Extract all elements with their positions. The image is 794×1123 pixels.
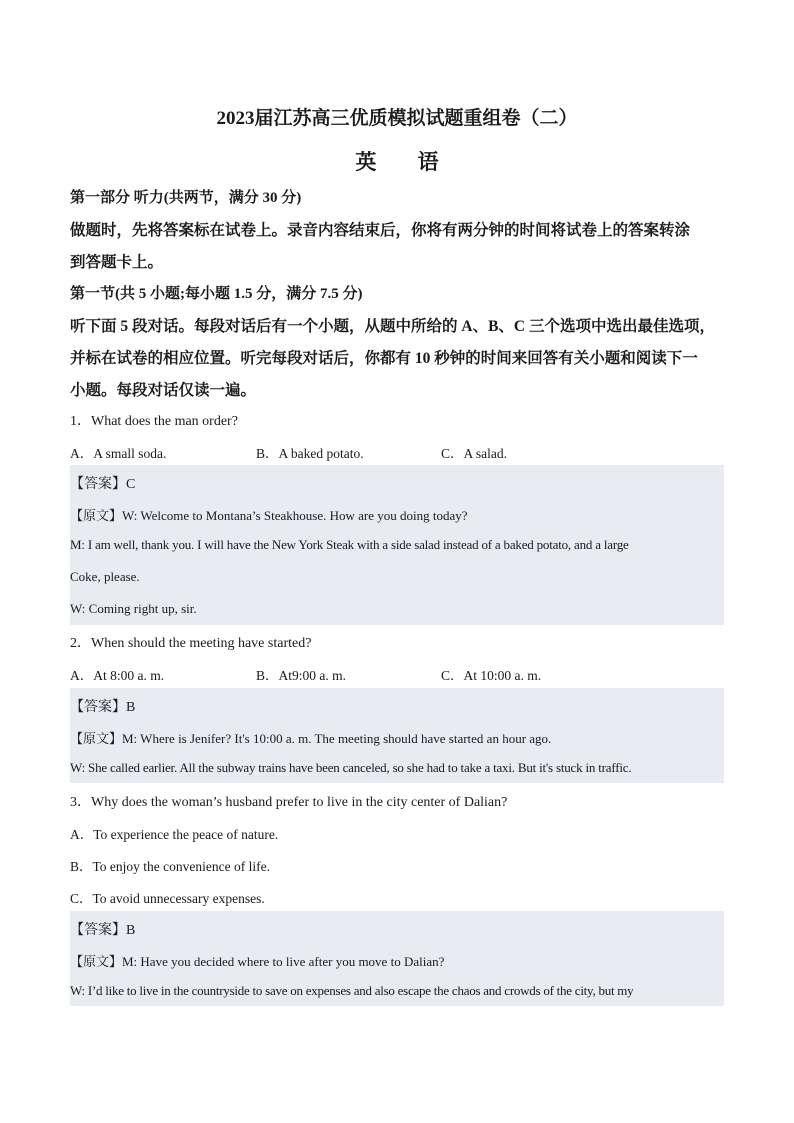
question-stem: 3．Why does the woman’s husband prefer to live in the city center of Dalian? — [70, 795, 508, 810]
instruction-line: 小题。每段对话仅读一遍。 — [70, 382, 257, 399]
answer-label: 【答案】C — [70, 477, 136, 492]
option-c: C．A salad. — [441, 446, 507, 461]
option-a: A．To experience the peace of nature. — [70, 827, 279, 842]
section-heading: 第一节(共 5 小题;每小题 1.5 分，满分 7.5 分) — [70, 286, 363, 302]
question-stem: 2．When should the meeting have started? — [70, 636, 312, 651]
transcript-line: 【原文】M: Have you decided where to live after you move to Dalian? — [70, 954, 445, 969]
option-b: B．To enjoy the convenience of life. — [70, 859, 270, 874]
option-a: A．A small soda. — [70, 446, 167, 461]
option-b: B．A baked potato. — [256, 446, 364, 461]
instruction-line: 并标在试卷的相应位置。听完每段对话后，你都有 10 秒钟的时间来回答有关小题和阅读下一 — [70, 350, 698, 367]
option-c: C．To avoid unnecessary expenses. — [70, 891, 265, 906]
transcript-line: W: She called earlier. All the subway trains have been canceled, so she had to take a taxi. But it's stuck in traffic. — [70, 760, 632, 775]
instruction-line: 到答题卡上。 — [70, 254, 164, 271]
option-c: C．At 10:00 a. m. — [441, 668, 542, 683]
instruction-line: 做题时，先将答案标在试卷上。录音内容结束后，你将有两分钟的时间将试卷上的答案转涂 — [70, 222, 691, 239]
answer-label: 【答案】B — [70, 923, 136, 938]
answer-label: 【答案】B — [70, 700, 136, 715]
transcript-line: Coke, please. — [70, 569, 140, 584]
question-stem: 1．What does the man order? — [70, 414, 238, 429]
page-title: 2023届江苏高三优质模拟试题重组卷（二） — [216, 108, 578, 129]
option-a: A．At 8:00 a. m. — [70, 668, 165, 683]
subject-title: 英 语 — [355, 150, 457, 174]
instruction-line: 听下面 5 段对话。每段对话后有一个小题，从题中所给的 A、B、C 三个选项中选出最佳选项， — [70, 318, 715, 335]
transcript-line: W: I’d like to live in the countryside to save on expenses and also escape the chaos and crowds of the city, but my — [70, 983, 634, 998]
transcript-line: 【原文】M: Where is Jenifer? It's 10:00 a. m. The meeting should have started an hour ago. — [70, 731, 552, 746]
transcript-line: M: I am well, thank you. I will have the New York Steak with a side salad instead of a baked potato, and a large — [70, 537, 629, 552]
transcript-line: 【原文】W: Welcome to Montana’s Steakhouse. How are you doing today? — [70, 508, 468, 523]
transcript-line: W: Coming right up, sir. — [70, 601, 197, 616]
option-b: B．At9:00 a. m. — [256, 668, 346, 683]
part-heading: 第一部分 听力(共两节，满分 30 分) — [70, 190, 302, 206]
